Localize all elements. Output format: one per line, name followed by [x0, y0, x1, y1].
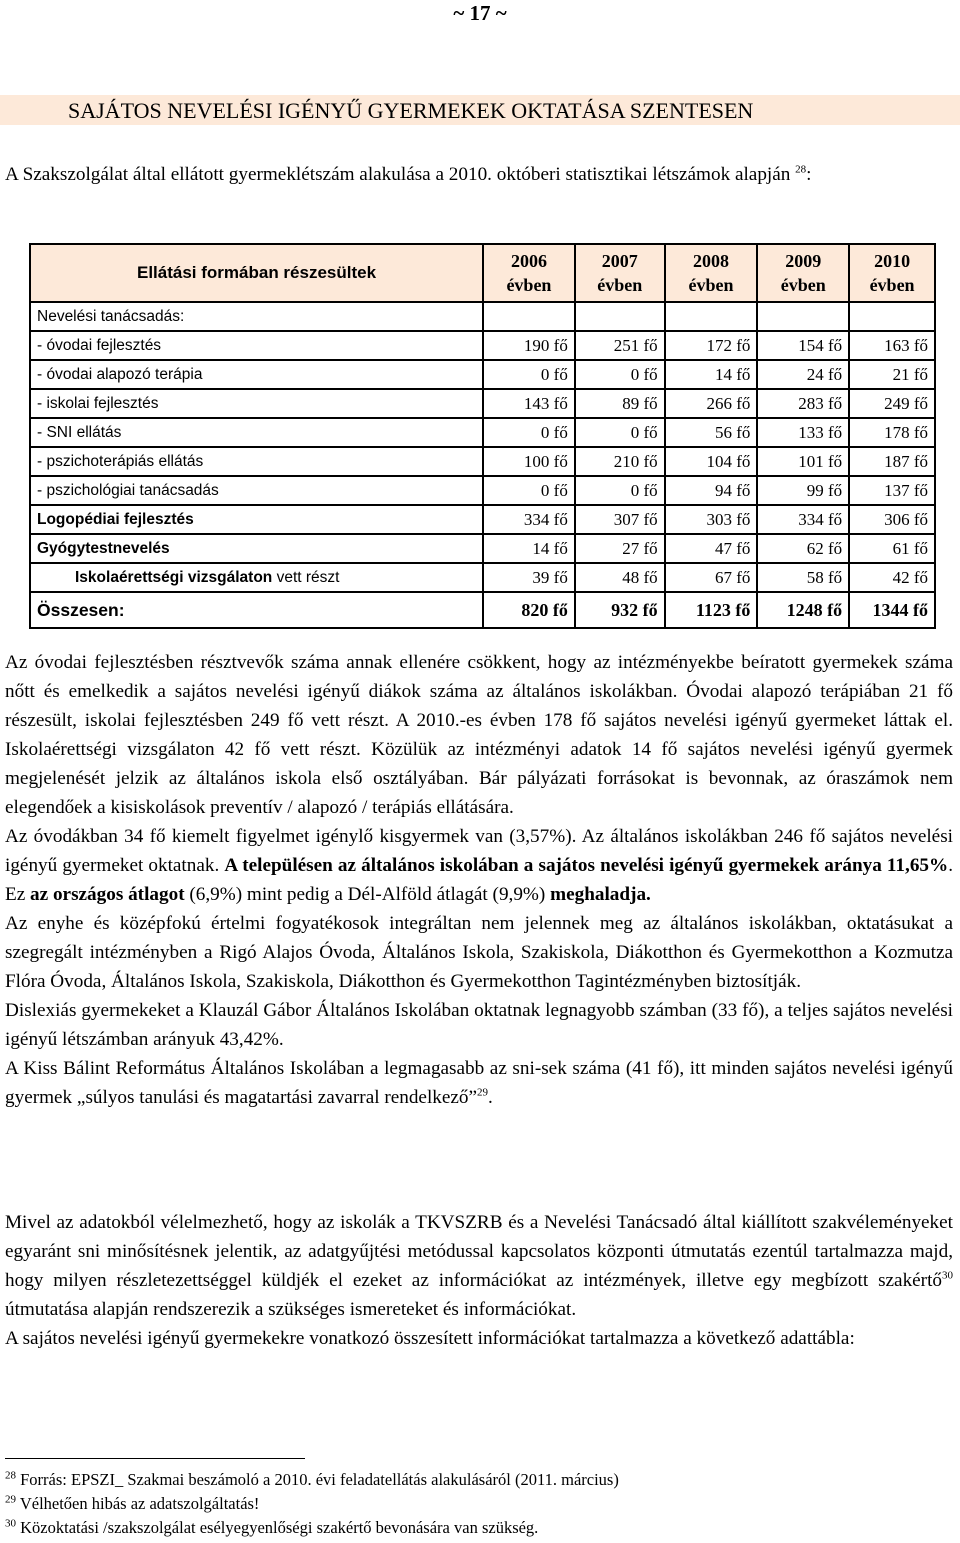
- table-cell: 932 fő: [575, 592, 665, 628]
- paragraph: Dislexiás gyermekeket a Klauzál Gábor Általános Iskolában oktatnak legnagyobb számban (33 fő), a teljes sajátos nevelési igényű létszámban arányuk 43,42%.: [5, 1000, 953, 1050]
- page-number: ~ 17 ~: [453, 1, 507, 25]
- footnote: $^{29}$ Vélhetően hibás az adatszolgáltatás!: [5, 1493, 260, 1513]
- table-cell: 61 fő: [849, 534, 935, 563]
- row-label: - pszichoterápiás ellátás: [30, 447, 483, 476]
- table-cell: 187 fő: [849, 447, 935, 476]
- table-row-section: [30, 302, 935, 331]
- body-section-1: [5, 648, 953, 1112]
- row-label: - iskolai fejlesztés: [30, 389, 483, 418]
- table-cell: 27 fő: [575, 534, 665, 563]
- header-year: 2009 évben: [757, 244, 849, 302]
- paragraph: Mivel az adatokból vélelmezhető, hogy az iskolák a TKVSZRB és a Nevelési Tanácsadó által kiállított szakvéleményeket egyaránt sni minősítésnek jelentik, az adatgyűjtési metódussal kapcsolatos központi útmutatás ezentúl tartalmazza majd, hogy milyen részletezettséggel küldjék el ezeket az információkat az intézmények, illetve egy megbízott szakértő$^{30}$ útmutatása alapján rendszerezik a szükséges ismereteket és információkat.: [5, 1212, 953, 1320]
- body-section-2: [5, 1208, 953, 1353]
- table-row-gyogytestneveles: [30, 534, 935, 563]
- table-cell: 14 fő: [665, 360, 758, 389]
- table-cell: 172 fő: [665, 331, 758, 360]
- table-cell: 0 fő: [483, 360, 575, 389]
- paragraph: Az enyhe és középfokú értelmi fogyatékosok integráltan nem jelennek meg az általános iskolákban, oktatásukat a szegregált intézményben a Rigó Alajos Óvoda, Általános Iskola, Szakiskola, Diákotthon és Gyermekotthon a Kozmutza Flóra Óvoda, Általános Iskola, Szakiskola, Diákotthon és Gyermekotthon Tagintézményben biztosítják.: [5, 913, 953, 992]
- table-cell: 56 fő: [665, 418, 758, 447]
- table-cell: 154 fő: [757, 331, 849, 360]
- table-row: [30, 418, 935, 447]
- table-cell: 0 fő: [575, 360, 665, 389]
- paragraph: A sajátos nevelési igényű gyermekekre vonatkozó összesített információkat tartalmazza a következő adattábla:: [5, 1328, 855, 1349]
- row-label: - SNI ellátás: [30, 418, 483, 447]
- statistics-table: [29, 243, 936, 629]
- header-year: 2008 évben: [665, 244, 758, 302]
- table-cell: 334 fő: [757, 505, 849, 534]
- row-label: Iskolaérettségi vizsgálaton vett részt: [30, 563, 483, 592]
- table-row-iskolaerettseg: [30, 563, 935, 592]
- table-row: [30, 389, 935, 418]
- footnote: $^{30}$ Közoktatási /szakszolgálat esélyegyenlőségi szakértő bevonására van szükség.: [5, 1517, 539, 1537]
- footnote-divider: [5, 1458, 305, 1459]
- table-cell: 42 fő: [849, 563, 935, 592]
- page-title: SAJÁTOS NEVELÉSI IGÉNYŰ GYERMEKEK OKTATÁSA SZENTESEN: [68, 98, 754, 123]
- table-row-logopedia: [30, 505, 935, 534]
- row-label: Gyógytestnevelés: [30, 534, 483, 563]
- footnote-ref-29: 29: [477, 1086, 489, 1099]
- table-cell: 334 fő: [483, 505, 575, 534]
- header-year: 2006 évben: [483, 244, 575, 302]
- table-cell: 307 fő: [575, 505, 665, 534]
- table-cell: 39 fő: [483, 563, 575, 592]
- header-year: 2010 évben: [849, 244, 935, 302]
- total-label: Összesen:: [30, 592, 483, 628]
- table-cell: 1123 fő: [665, 592, 758, 628]
- table-cell: 104 fő: [665, 447, 758, 476]
- table-cell: 190 fő: [483, 331, 575, 360]
- table-cell: 251 fő: [575, 331, 665, 360]
- table-cell: 306 fő: [849, 505, 935, 534]
- table-row: [30, 476, 935, 505]
- table-cell: 137 fő: [849, 476, 935, 505]
- row-label: Logopédiai fejlesztés: [30, 505, 483, 534]
- table-cell: 249 fő: [849, 389, 935, 418]
- table-cell: 1248 fő: [757, 592, 849, 628]
- intro-suffix: :: [806, 164, 812, 185]
- table-row: [30, 447, 935, 476]
- table-cell: 0 fő: [483, 476, 575, 505]
- table-cell: 67 fő: [665, 563, 758, 592]
- table-cell: 94 fő: [665, 476, 758, 505]
- footnote: $^{28}$ Forrás: EPSZI_ Szakmai beszámoló a 2010. évi feladatellátás alakulásáról (2011. március): [5, 1469, 619, 1489]
- header-label: Ellátási formában részesültek: [30, 244, 483, 302]
- intro-text: A Szakszolgálat által ellátott gyermeklétszám alakulása a 2010. októberi statisztikai létszámok alapján: [5, 164, 791, 185]
- table-cell: 133 fő: [757, 418, 849, 447]
- table-cell: 266 fő: [665, 389, 758, 418]
- header-year: 2007 évben: [575, 244, 665, 302]
- table-cell: 47 fő: [665, 534, 758, 563]
- table-header-row: [30, 244, 935, 302]
- footnote-ref-28: 28: [795, 163, 807, 176]
- section-label: Nevelési tanácsadás:: [30, 302, 483, 331]
- table-cell: 143 fő: [483, 389, 575, 418]
- paragraph: Az óvodákban 34 fő kiemelt figyelmet igénylő kisgyermek van (3,57%). Az általános iskolákban 246 fő sajátos nevelési igényű gyermeket oktatnak. A településen az általános iskolában a sajátos nevelési igényű gyermekek aránya 11,65%. Ez az országos átlagot (6,9%) mint pedig a Dél-Alföld átlagát (9,9%) meghaladja.: [5, 826, 953, 905]
- table-cell: 48 fő: [575, 563, 665, 592]
- table-cell: 24 fő: [757, 360, 849, 389]
- table-cell: 1344 fő: [849, 592, 935, 628]
- row-label: - óvodai fejlesztés: [30, 331, 483, 360]
- intro-paragraph: [5, 160, 953, 189]
- table-cell: 58 fő: [757, 563, 849, 592]
- table-cell: 101 fő: [757, 447, 849, 476]
- table-row: [30, 360, 935, 389]
- row-label: - óvodai alapozó terápia: [30, 360, 483, 389]
- table-cell: 99 fő: [757, 476, 849, 505]
- table-cell: 0 fő: [483, 418, 575, 447]
- table-cell: 100 fő: [483, 447, 575, 476]
- table-cell: 21 fő: [849, 360, 935, 389]
- table-cell: 163 fő: [849, 331, 935, 360]
- table-cell: 89 fő: [575, 389, 665, 418]
- row-label: - pszichológiai tanácsadás: [30, 476, 483, 505]
- paragraph: Az óvodai fejlesztésben résztvevők száma annak ellenére csökkent, hogy az intézményekbe beíratott gyermekek száma nőtt és emelkedik a sajátos nevelési igényű diákok száma az általános iskolákban. Óvodai alapozó terápiában 21 fő részesült, iskolai fejlesztésben 249 fő vett részt. A 2010.-es évben 178 fő sajátos nevelési igényű gyermeket láttak el. Iskolaérettségi vizsgálaton 42 fő vett részt. Közülük az intézményi adatok 14 fő sajátos nevelési igényű gyermek megjelenését jelzik az általános iskola első osztályában. Bár pályázati forrásokat is bevonnak, az óraszámok nem elegendőek a kisiskolások preventív / alapozó / terápiás ellátására.: [5, 652, 953, 818]
- table-cell: 210 fő: [575, 447, 665, 476]
- table-cell: 0 fő: [575, 476, 665, 505]
- table-cell: 283 fő: [757, 389, 849, 418]
- table-cell: 14 fő: [483, 534, 575, 563]
- paragraph: A Kiss Bálint Református Általános Iskolában a legmagasabb az sni-sek száma (41 fő), itt minden sajátos nevelési igényű gyermek „súlyos tanulási és magatartási zavarral rendelkező”$^{29}$.: [5, 1058, 953, 1108]
- table-cell: 820 fő: [483, 592, 575, 628]
- table-cell: 303 fő: [665, 505, 758, 534]
- table-row: [30, 331, 935, 360]
- table-row-total: [30, 592, 935, 628]
- footnote-ref-30: 30: [942, 1269, 953, 1282]
- table-cell: 0 fő: [575, 418, 665, 447]
- table-cell: 178 fő: [849, 418, 935, 447]
- table-cell: 62 fő: [757, 534, 849, 563]
